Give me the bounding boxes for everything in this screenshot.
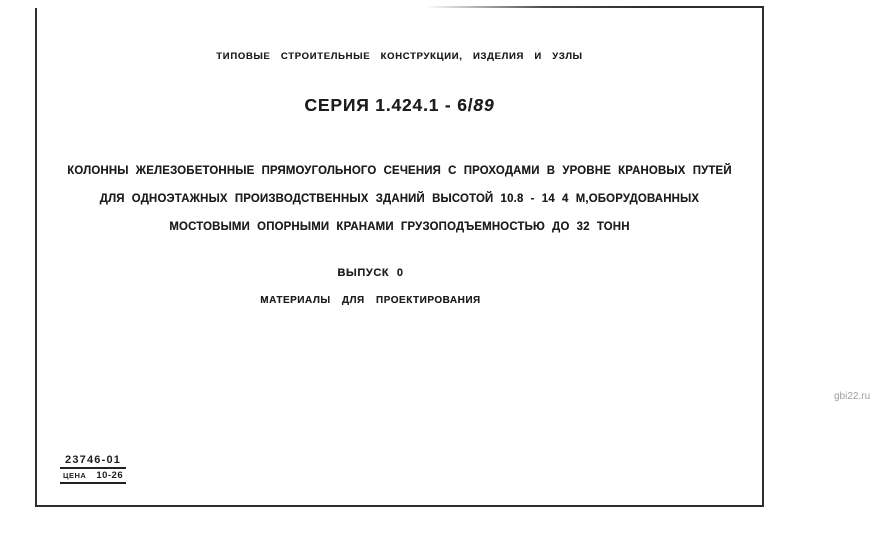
page-border-top: [425, 6, 764, 8]
issue-number: ВЫПУСК 0: [337, 267, 404, 279]
page-border-left: [35, 8, 37, 506]
catalog-code: 23746-01: [60, 454, 126, 469]
document-title-line-1: КОЛОННЫ ЖЕЛЕЗОБЕТОННЫЕ ПРЯМОУГОЛЬНОГО СЕЧЕНИЯ С ПРОХОДАМИ В УРОВНЕ КРАНОВЫХ ПУТЕЙ: [67, 163, 732, 177]
price-label: ЦЕНА: [63, 471, 87, 480]
catalog-stamp: [60, 454, 126, 484]
site-watermark: gbi22.ru: [834, 391, 871, 402]
document-title-line-2: ДЛЯ ОДНОЭТАЖНЫХ ПРОИЗВОДСТВЕННЫХ ЗДАНИЙ ВЫСОТОЙ 10.8 - 14 4 М,ОБОРУДОВАННЫХ: [99, 191, 700, 205]
page-border-bottom: [35, 505, 764, 507]
document-subtitle: МАТЕРИАЛЫ ДЛЯ ПРОЕКТИРОВАНИЯ: [260, 295, 481, 306]
document-title-line-3: МОСТОВЫМИ ОПОРНЫМИ КРАНАМИ ГРУЗОПОДЪЕМНОСТЬЮ ДО 32 ТОНН: [169, 219, 630, 233]
series-title: [36, 95, 763, 116]
page-border-right: [762, 6, 764, 507]
price-row: [60, 469, 126, 484]
price-value: 10-26: [96, 470, 124, 481]
series-title-year: 89: [473, 95, 495, 115]
document-category-header: ТИПОВЫЕ СТРОИТЕЛЬНЫЕ КОНСТРУКЦИИ, ИЗДЕЛИЯ И УЗЛЫ: [216, 51, 583, 62]
series-title-text: СЕРИЯ 1.424.1 - 6/: [304, 95, 474, 115]
